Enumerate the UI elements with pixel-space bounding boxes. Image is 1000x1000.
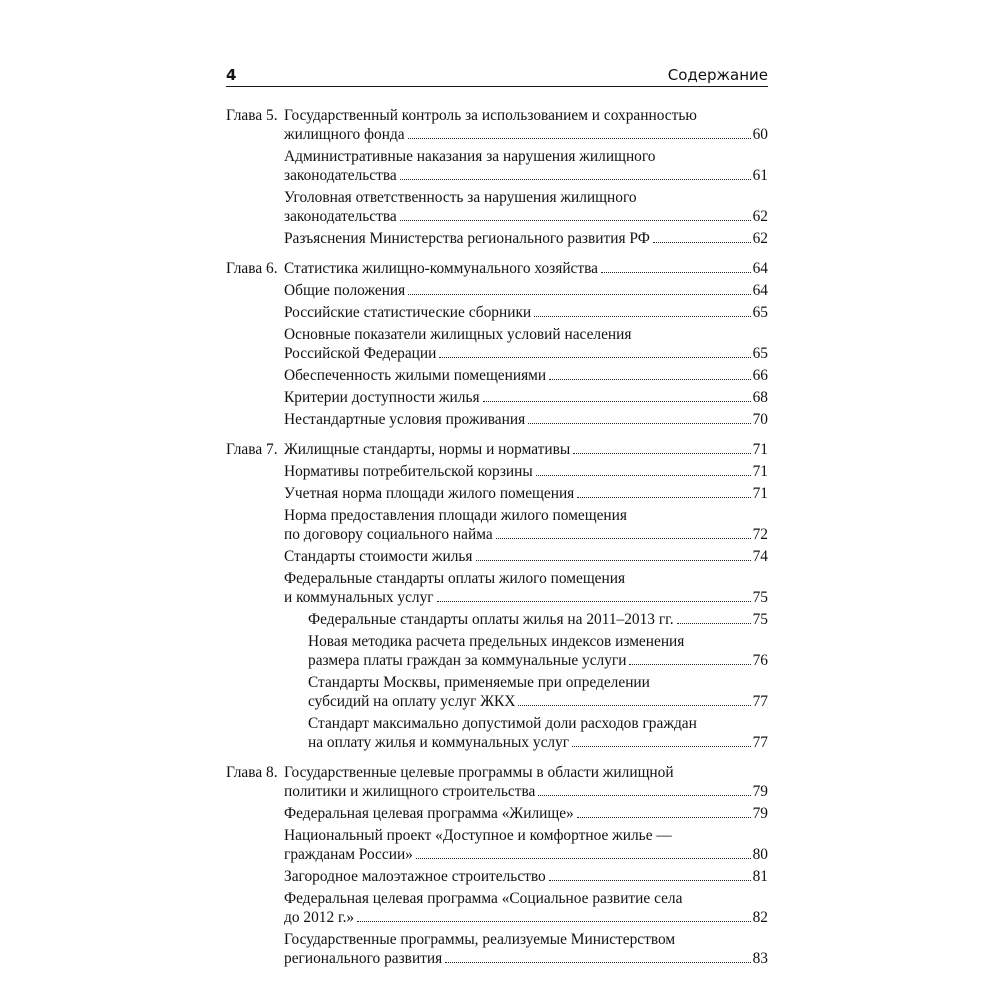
entry-last-line (284, 462, 768, 481)
page-ref: 65 (752, 345, 768, 362)
dot-leader (483, 401, 751, 402)
dot-leader (408, 294, 750, 295)
dot-leader (437, 601, 751, 602)
toc-entry[interactable] (226, 281, 768, 300)
entry-last-line (284, 949, 768, 968)
entry-last-line (284, 366, 768, 385)
entry-title-line: субсидий на оплату услуг ЖКХ (308, 693, 516, 710)
dot-leader (400, 220, 751, 221)
page-ref: 81 (752, 868, 768, 885)
entry-title-line: Стандарты стоимости жилья (284, 548, 473, 565)
dot-leader (573, 453, 750, 454)
toc-entry[interactable] (226, 804, 768, 823)
toc-entry[interactable] (226, 714, 768, 752)
entry-title-line: и коммунальных услуг (284, 589, 434, 606)
entry-last-line (284, 588, 768, 607)
page-ref: 77 (752, 734, 768, 751)
entry-title-line: регионального развития (284, 950, 443, 967)
page-ref: 71 (752, 441, 768, 458)
entry-last-line (284, 388, 768, 407)
page-ref: 83 (752, 950, 768, 967)
dot-leader (357, 921, 750, 922)
entry-title-line: Государственный контроль за использованием и сохранностью (284, 107, 697, 124)
toc-entry[interactable] (226, 147, 768, 185)
entry-last-line (284, 259, 768, 278)
dot-leader (496, 538, 751, 539)
entry-last-line (284, 908, 768, 927)
toc-entry[interactable] (226, 303, 768, 322)
page-ref: 75 (752, 589, 768, 606)
dot-leader (408, 138, 751, 139)
entry-title-line: законодательства (284, 208, 397, 225)
entry-title-line: Критерии доступности жилья (284, 389, 480, 406)
entry-title-line: на оплату жилья и коммунальных услуг (308, 734, 570, 751)
dot-leader (534, 316, 750, 317)
toc-chapter (226, 106, 768, 248)
dot-leader (416, 858, 751, 859)
page-ref: 60 (752, 126, 768, 143)
entry-last-line (308, 651, 768, 670)
toc-entry[interactable] (226, 229, 768, 248)
toc-entry[interactable] (226, 547, 768, 566)
entry-title-line: Учетная норма площади жилого помещения (284, 485, 575, 502)
dot-leader (549, 880, 751, 881)
page-ref: 72 (752, 526, 768, 543)
entry-title-line: Государственные программы, реализуемые Министерством (284, 931, 676, 948)
dot-leader (400, 179, 751, 180)
page-ref: 66 (752, 367, 768, 384)
toc-chapter (226, 440, 768, 752)
entry-title-line: жилищного фонда (284, 126, 405, 143)
toc-entry[interactable] (226, 325, 768, 363)
entry-title-line: Общие положения (284, 282, 406, 299)
page-ref: 74 (752, 548, 768, 565)
entry-last-line (308, 692, 768, 711)
page-ref: 64 (752, 260, 768, 277)
dot-leader (476, 560, 751, 561)
entry-title-line: Обеспеченность жилыми помещениями (284, 367, 547, 384)
dot-leader (445, 962, 750, 963)
page-ref: 80 (752, 846, 768, 863)
toc-chapter (226, 763, 768, 968)
page-ref: 71 (752, 463, 768, 480)
page-number: 4 (226, 66, 237, 84)
page-ref: 70 (752, 411, 768, 428)
page-ref: 61 (752, 167, 768, 184)
entry-title-line: политики и жилищного строительства (284, 783, 536, 800)
entry-title-line: Федеральные стандарты оплаты жилья на 2011–2013 гг. (308, 611, 674, 628)
entry-title-line: Российской Федерации (284, 345, 437, 362)
entry-title-line: Новая методика расчета предельных индексов изменения (308, 633, 685, 650)
entry-title-line: Жилищные стандарты, нормы и нормативы (284, 441, 571, 458)
entry-title-line: Федеральная целевая программа «Жилище» (284, 805, 574, 822)
dot-leader (549, 379, 750, 380)
toc-entry[interactable] (226, 366, 768, 385)
dot-leader (439, 357, 750, 358)
page-ref: 71 (752, 485, 768, 502)
page-ref: 75 (752, 611, 768, 628)
dot-leader (601, 272, 751, 273)
entry-last-line (284, 410, 768, 429)
entry-last-line (308, 733, 768, 752)
entry-title-line: до 2012 г.» (284, 909, 355, 926)
entry-last-line (284, 125, 768, 144)
toc-chapter (226, 259, 768, 429)
entry-last-line (284, 344, 768, 363)
entry-title-line: Государственные целевые программы в области жилищной (284, 764, 674, 781)
entry-last-line (284, 525, 768, 544)
toc-entry[interactable] (226, 462, 768, 481)
entry-title-line: Нормативы потребительской корзины (284, 463, 533, 480)
dot-leader (572, 746, 750, 747)
dot-leader (577, 497, 750, 498)
chapter-label: Глава 8. (226, 764, 278, 781)
section-title: Содержание (667, 66, 768, 84)
toc-chapter-heading[interactable] (226, 440, 768, 459)
dot-leader (528, 423, 750, 424)
toc-entry[interactable] (226, 506, 768, 544)
entry-last-line (308, 610, 768, 629)
entry-last-line (284, 484, 768, 503)
toc-entry[interactable] (226, 388, 768, 407)
toc-entry[interactable] (226, 889, 768, 927)
entry-title-line: размера платы граждан за коммунальные услуги (308, 652, 627, 669)
toc-chapter-heading[interactable] (226, 106, 768, 144)
entry-title-line: Нестандартные условия проживания (284, 411, 526, 428)
entry-title-line: Разъяснения Министерства регионального развития РФ (284, 230, 650, 247)
dot-leader (518, 705, 750, 706)
running-header (226, 64, 768, 87)
toc-entry[interactable] (226, 188, 768, 226)
entry-last-line (284, 845, 768, 864)
toc-entry[interactable] (226, 569, 768, 607)
entry-title-line: Стандарты Москвы, применяемые при определении (308, 674, 650, 691)
entry-last-line (284, 547, 768, 566)
entry-title-line: Российские статистические сборники (284, 304, 532, 321)
page-ref: 62 (752, 208, 768, 225)
dot-leader (577, 817, 751, 818)
toc-entry[interactable] (226, 610, 768, 629)
entry-title-line: Уголовная ответственность за нарушения жилищного (284, 189, 637, 206)
entry-last-line (284, 207, 768, 226)
entry-title-line: Федеральная целевая программа «Социальное развитие села (284, 890, 683, 907)
dot-leader (653, 242, 751, 243)
toc-entry[interactable] (226, 632, 768, 670)
dot-leader (538, 795, 750, 796)
entry-title-line: по договору социального найма (284, 526, 493, 543)
entry-title-line: Национальный проект «Доступное и комфортное жилье — (284, 827, 672, 844)
page-ref: 62 (752, 230, 768, 247)
entry-last-line (284, 440, 768, 459)
entry-last-line (284, 804, 768, 823)
entry-title-line: Федеральные стандарты оплаты жилого помещения (284, 570, 626, 587)
dot-leader (536, 475, 751, 476)
toc-entry[interactable] (226, 673, 768, 711)
page-ref: 64 (752, 282, 768, 299)
page-ref: 77 (752, 693, 768, 710)
toc-entry[interactable] (226, 484, 768, 503)
toc-entry[interactable] (226, 867, 768, 886)
entry-title-line: Норма предоставления площади жилого помещения (284, 507, 627, 524)
entry-last-line (284, 303, 768, 322)
entry-last-line (284, 867, 768, 886)
toc-entry[interactable] (226, 410, 768, 429)
entry-last-line (284, 782, 768, 801)
toc-entry[interactable] (226, 826, 768, 864)
entry-title-line: Загородное малоэтажное строительство (284, 868, 546, 885)
chapter-label: Глава 7. (226, 441, 278, 458)
page-ref: 82 (752, 909, 768, 926)
entry-title-line: Стандарт максимально допустимой доли расходов граждан (308, 715, 697, 732)
chapter-label: Глава 5. (226, 107, 278, 124)
page-ref: 76 (752, 652, 768, 669)
entry-last-line (284, 229, 768, 248)
entry-title-line: законодательства (284, 167, 397, 184)
toc-chapter-heading[interactable] (226, 259, 768, 278)
page-ref: 79 (752, 805, 768, 822)
dot-leader (629, 664, 750, 665)
chapter-label: Глава 6. (226, 260, 278, 277)
entry-last-line (284, 281, 768, 300)
entry-title-line: гражданам России» (284, 846, 413, 863)
dot-leader (677, 623, 751, 624)
table-of-contents (226, 106, 768, 979)
page-ref: 79 (752, 783, 768, 800)
page-ref: 65 (752, 304, 768, 321)
page-ref: 68 (752, 389, 768, 406)
entry-title-line: Основные показатели жилищных условий населения (284, 326, 632, 343)
toc-chapter-heading[interactable] (226, 763, 768, 801)
entry-title-line: Статистика жилищно-коммунального хозяйства (284, 260, 599, 277)
toc-entry[interactable] (226, 930, 768, 968)
entry-last-line (284, 166, 768, 185)
entry-title-line: Административные наказания за нарушения жилищного (284, 148, 656, 165)
